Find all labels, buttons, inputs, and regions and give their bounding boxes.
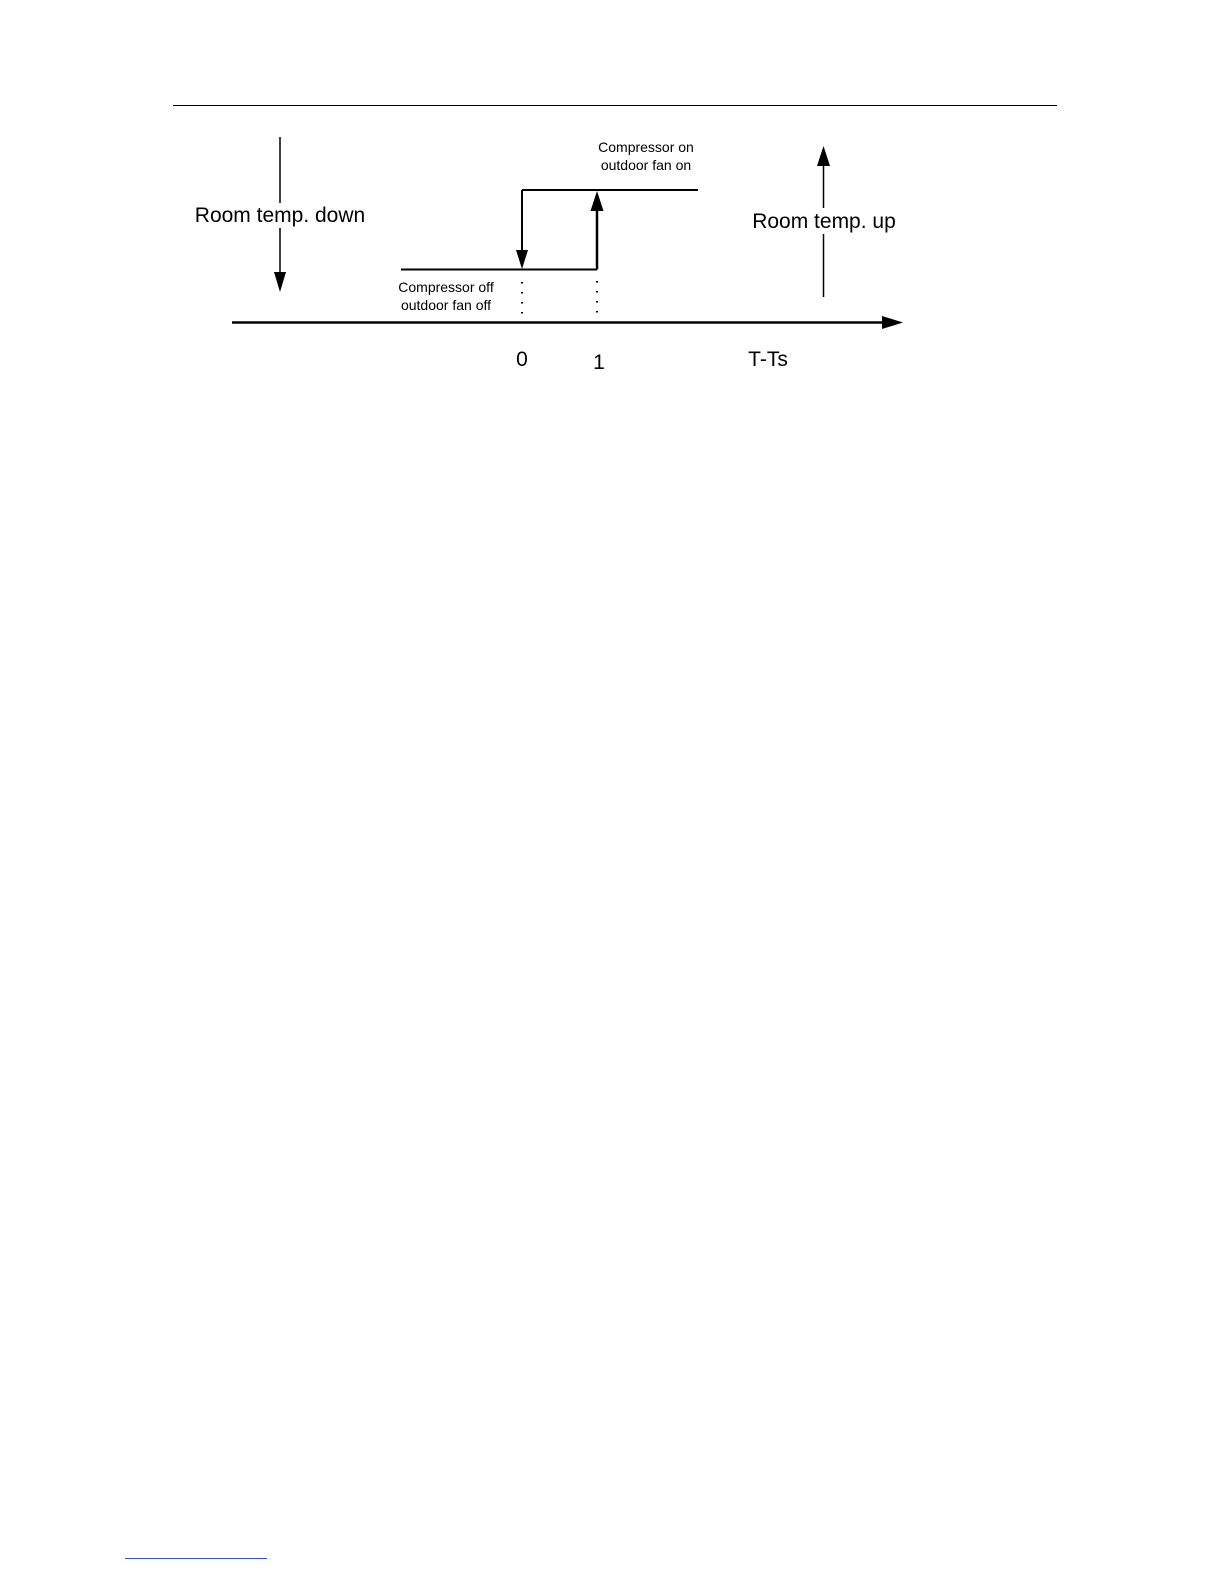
hysteresis-diagram xyxy=(0,0,1224,420)
room-temp-up-label: Room temp. up xyxy=(752,210,896,233)
down-transition-arrowhead xyxy=(516,250,528,269)
hysteresis-loop xyxy=(401,190,698,270)
on-state-label-line2: outdoor fan on xyxy=(600,157,692,173)
room-temp-down-label: Room temp. down xyxy=(194,204,366,227)
up-transition-arrowhead xyxy=(591,191,604,211)
x-axis-label: T-Ts xyxy=(748,348,788,371)
tick-guides xyxy=(522,281,597,318)
tick-label-1: 1 xyxy=(593,351,605,374)
footer-rule xyxy=(125,1558,267,1559)
on-state-label-line1: Compressor on xyxy=(598,139,694,155)
x-axis xyxy=(232,316,903,329)
tick-label-0: 0 xyxy=(516,348,528,371)
off-state-label-line1: Compressor off xyxy=(398,279,494,295)
x-axis-arrowhead xyxy=(882,316,903,329)
off-state-label-line2: outdoor fan off xyxy=(400,297,492,313)
